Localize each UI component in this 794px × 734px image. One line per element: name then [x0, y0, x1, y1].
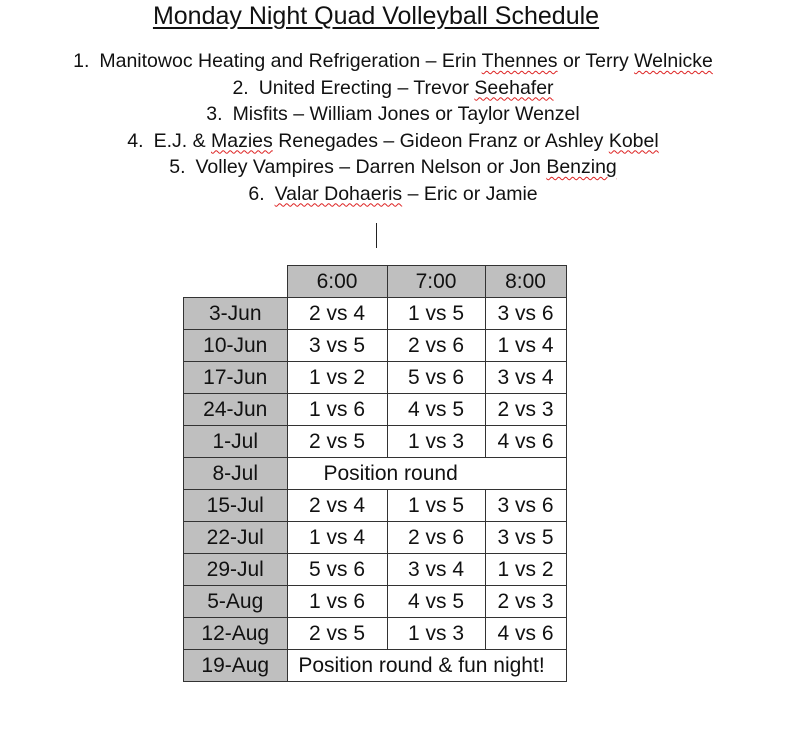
game-cell: 2 vs 3: [485, 394, 566, 426]
date-cell: 29-Jul: [184, 554, 288, 586]
game-cell: 4 vs 6: [485, 618, 566, 650]
game-cell: 2 vs 4: [287, 298, 387, 330]
date-cell: 12-Aug: [184, 618, 288, 650]
game-cell: 2 vs 5: [287, 426, 387, 458]
date-cell: 10-Jun: [184, 330, 288, 362]
game-cell: 1 vs 3: [387, 618, 485, 650]
table-row: [184, 426, 567, 458]
corner-cell: [184, 266, 288, 298]
table-row: [184, 490, 567, 522]
game-cell: 1 vs 4: [287, 522, 387, 554]
game-cell: 1 vs 2: [287, 362, 387, 394]
schedule-table: [183, 265, 567, 682]
date-cell: 3-Jun: [184, 298, 288, 330]
game-cell: 1 vs 6: [287, 394, 387, 426]
table-row: [184, 586, 567, 618]
document-title: Monday Night Quad Volleyball Schedule: [152, 2, 600, 30]
team-item: 2. United Erecting – Trevor Seehafer: [232, 76, 554, 99]
game-cell: 2 vs 6: [387, 522, 485, 554]
date-cell: 19-Aug: [184, 650, 288, 682]
team-list: [0, 48, 786, 207]
game-cell: 1 vs 6: [287, 586, 387, 618]
table-row: [184, 362, 567, 394]
date-cell: 22-Jul: [184, 522, 288, 554]
game-cell: 1 vs 5: [387, 490, 485, 522]
game-cell: 4 vs 5: [387, 394, 485, 426]
game-cell: 1 vs 4: [485, 330, 566, 362]
note-cell: Position round & fun night!: [287, 650, 566, 682]
game-cell: 1 vs 5: [387, 298, 485, 330]
game-cell: 2 vs 5: [287, 618, 387, 650]
game-cell: 4 vs 6: [485, 426, 566, 458]
game-cell: 3 vs 4: [387, 554, 485, 586]
team-item: 1. Manitowoc Heating and Refrigeration – Erin Thennes or Terry Welnicke: [73, 50, 713, 72]
game-cell: 2 vs 4: [287, 490, 387, 522]
game-cell: 3 vs 4: [485, 362, 566, 394]
team-item: 5. Volley Vampires – Darren Nelson or Jon Benzing: [169, 156, 617, 178]
date-cell: 8-Jul: [184, 458, 288, 490]
time-header: 8:00: [485, 266, 566, 298]
date-cell: 17-Jun: [184, 362, 288, 394]
game-cell: 1 vs 2: [485, 554, 566, 586]
table-row: [184, 330, 567, 362]
team-item: 3. Misfits – William Jones or Taylor Wenzel: [206, 103, 580, 125]
time-header: 7:00: [387, 266, 485, 298]
table-row: [184, 298, 567, 330]
date-cell: 5-Aug: [184, 586, 288, 618]
game-cell: 4 vs 5: [387, 586, 485, 618]
text-cursor: [376, 223, 377, 248]
table-header-row: [184, 266, 567, 298]
table-row: [184, 554, 567, 586]
time-header: 6:00: [287, 266, 387, 298]
note-cell: Position round: [287, 458, 566, 490]
game-cell: 3 vs 5: [287, 330, 387, 362]
team-item: 6. Valar Dohaeris – Eric or Jamie: [248, 182, 538, 205]
table-row: [184, 650, 567, 682]
game-cell: 3 vs 5: [485, 522, 566, 554]
table-row: [184, 394, 567, 426]
date-cell: 24-Jun: [184, 394, 288, 426]
game-cell: 2 vs 3: [485, 586, 566, 618]
game-cell: 3 vs 6: [485, 298, 566, 330]
date-cell: 15-Jul: [184, 490, 288, 522]
date-cell: 1-Jul: [184, 426, 288, 458]
table-row: [184, 458, 567, 490]
team-item: 4. E.J. & Mazies Renegades – Gideon Franz or Ashley Kobel: [127, 129, 659, 152]
game-cell: 3 vs 6: [485, 490, 566, 522]
game-cell: 1 vs 3: [387, 426, 485, 458]
table-row: [184, 522, 567, 554]
game-cell: 2 vs 6: [387, 330, 485, 362]
game-cell: 5 vs 6: [387, 362, 485, 394]
game-cell: 5 vs 6: [287, 554, 387, 586]
table-row: [184, 618, 567, 650]
